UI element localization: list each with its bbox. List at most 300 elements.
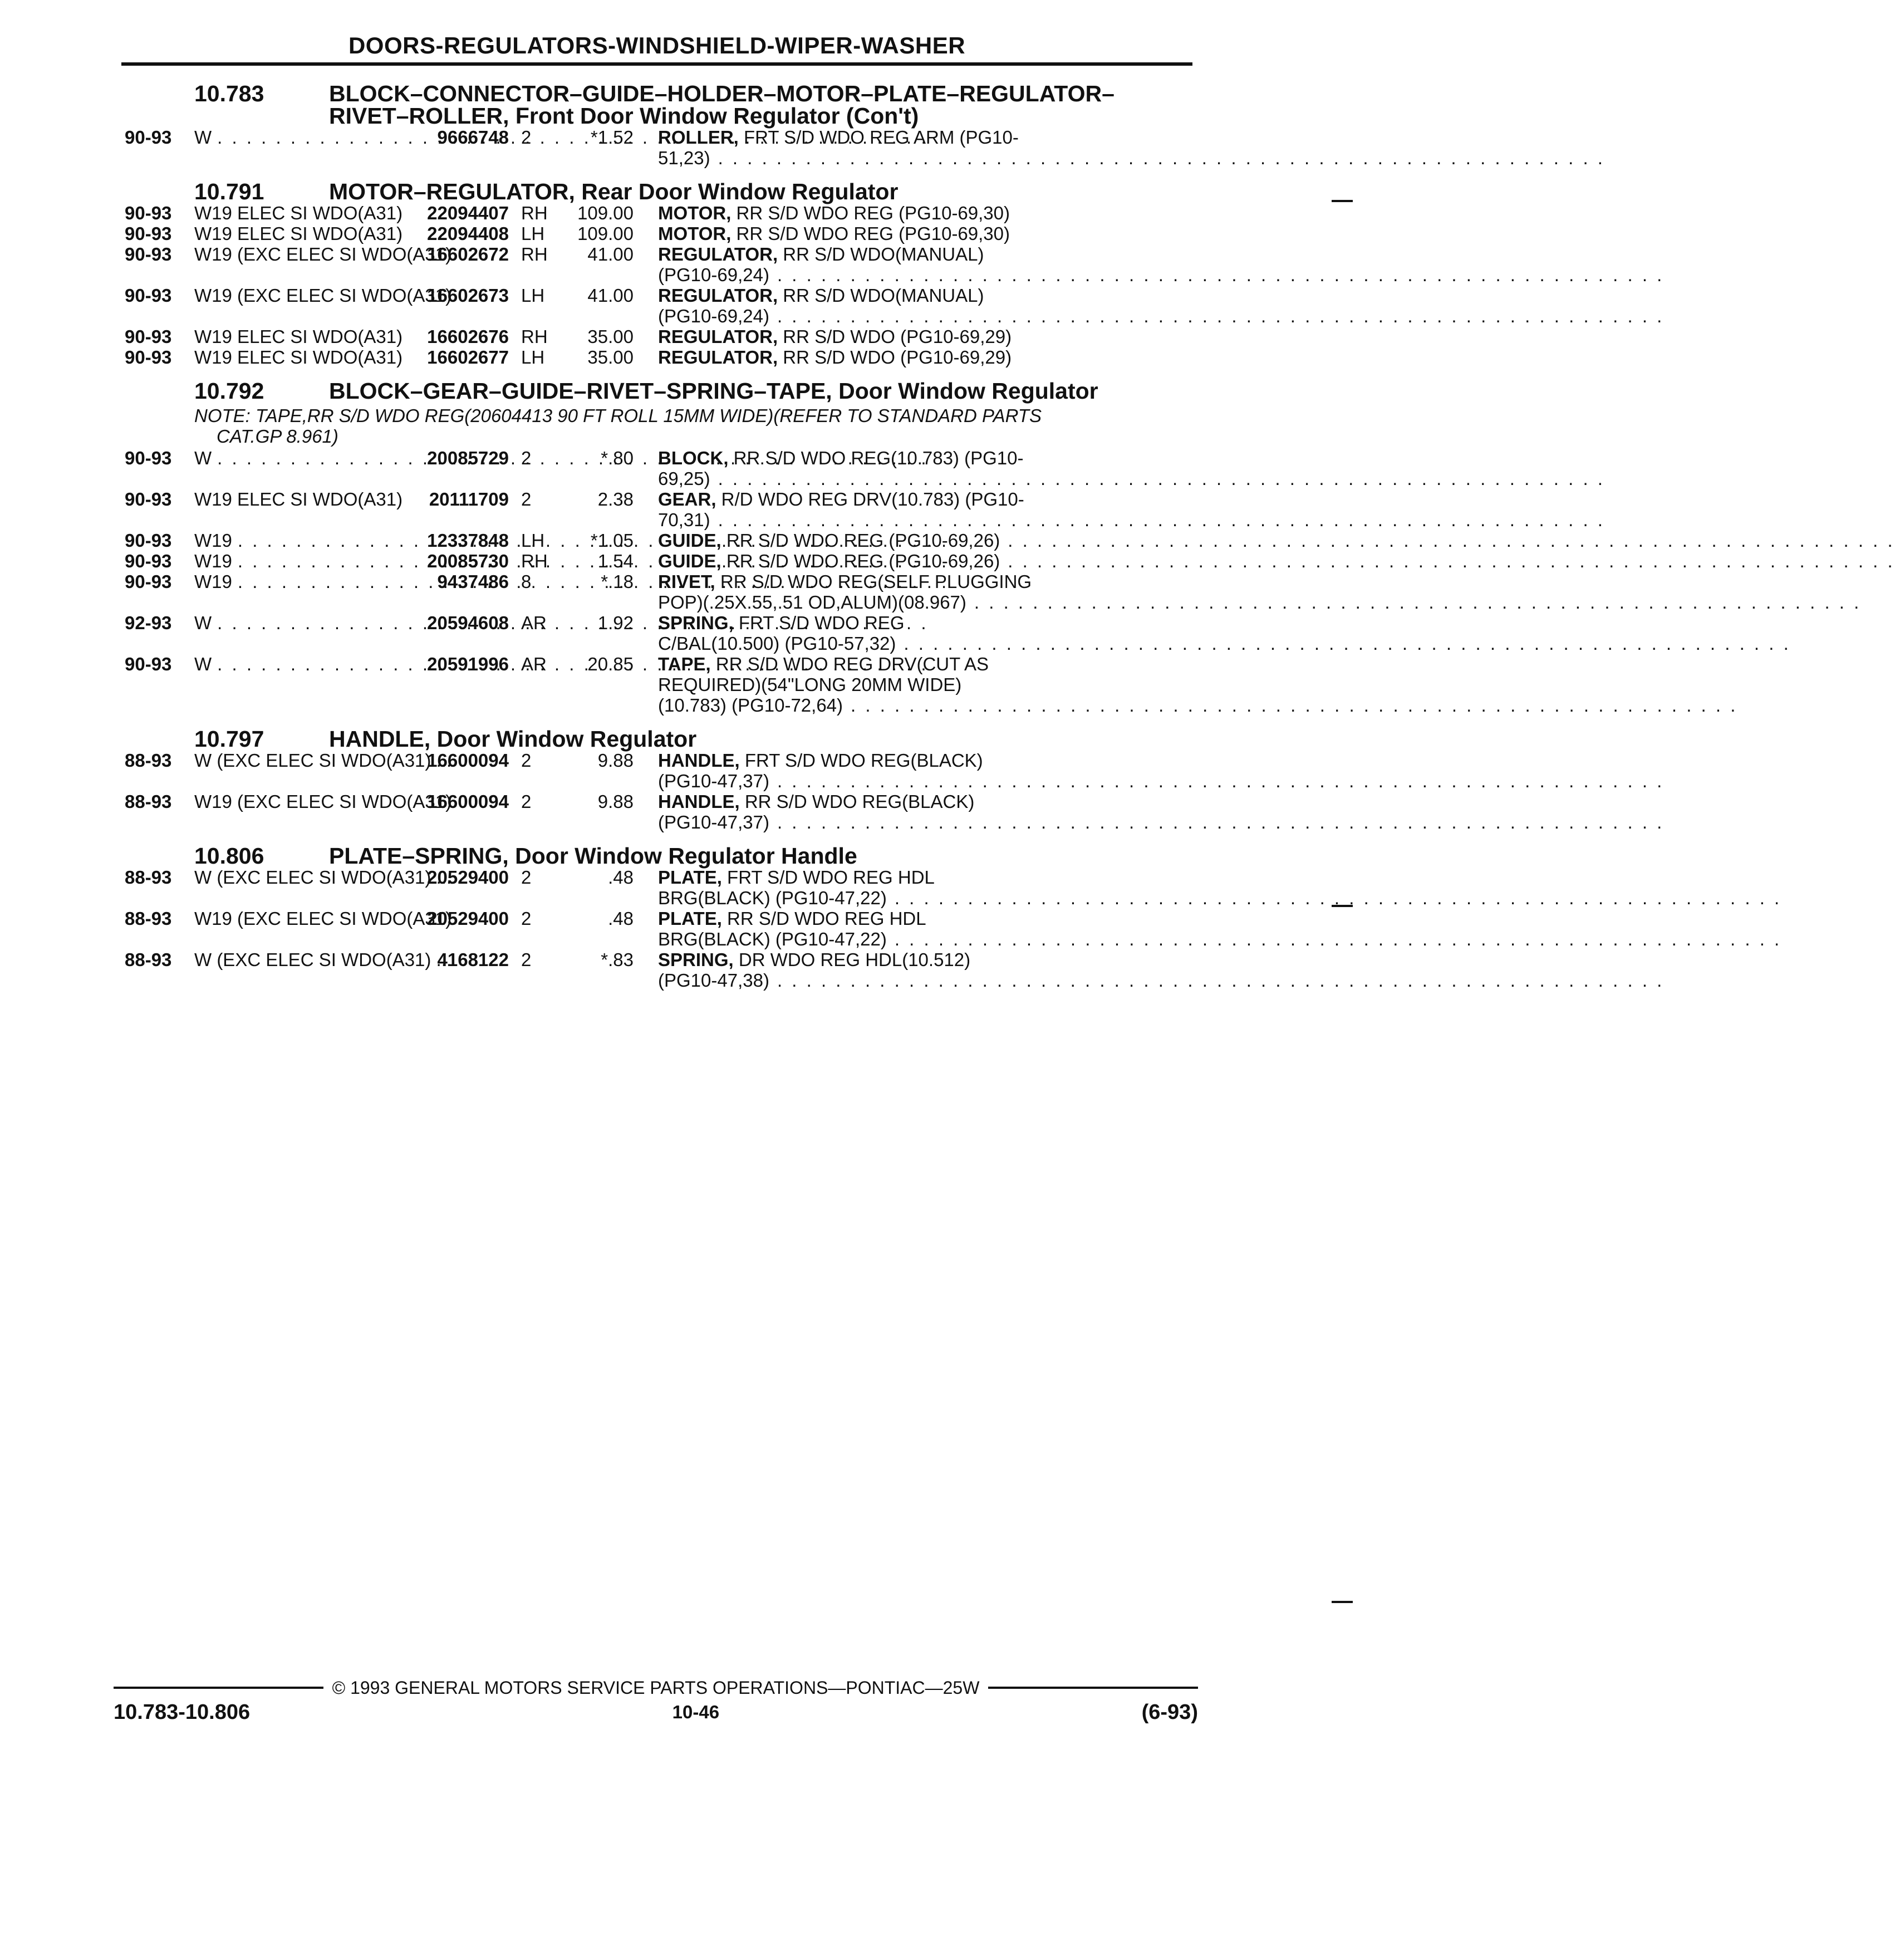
- description-text: [658, 127, 1019, 148]
- part-description: [637, 908, 1781, 949]
- part-row: [125, 244, 1194, 285]
- part-detail: FRT S/D WDO REG(BLACK): [739, 750, 983, 771]
- description-line: [658, 306, 1664, 326]
- footer-page-number: 10-46: [672, 1702, 720, 1722]
- price: 9.88: [597, 791, 634, 812]
- part-detail: FRT S/D WDO REG HDL: [721, 867, 935, 888]
- description-line: [658, 771, 1664, 791]
- description-text: [658, 633, 896, 654]
- parts-catalog: [125, 82, 1194, 991]
- description-line: [658, 908, 1781, 929]
- model-code-text: W: [194, 654, 212, 674]
- quantity: RH: [521, 203, 548, 223]
- model-codes: [194, 551, 397, 571]
- part-detail: (PG10-47,37): [658, 812, 769, 832]
- model-codes: [194, 223, 403, 244]
- description-text: [658, 929, 887, 949]
- model-years: 90-93: [125, 551, 172, 571]
- part-row: [125, 571, 1194, 612]
- model-years: 90-93: [125, 530, 172, 551]
- section-title-line: MOTOR–REGULATOR, Rear Door Window Regulator: [329, 179, 899, 204]
- footer-copyright-line: [114, 1678, 1198, 1698]
- part-description: [637, 612, 1791, 654]
- catalog-section: [125, 380, 1194, 716]
- quantity: RH: [521, 551, 548, 571]
- part-number: 22094408: [427, 223, 509, 244]
- price: *.83: [601, 949, 634, 970]
- part-row: [125, 551, 1194, 571]
- part-number: 16602672: [427, 244, 509, 264]
- model-code-text: W19: [194, 530, 232, 551]
- description-text: [658, 771, 769, 791]
- part-description: [637, 791, 1664, 832]
- description-line: [658, 970, 1664, 991]
- part-row: [125, 612, 1194, 654]
- description-text: [658, 148, 710, 168]
- catalog-section: [125, 728, 1194, 832]
- description-line: [658, 285, 1664, 306]
- description-line: [658, 888, 1781, 908]
- description-text: [658, 908, 926, 929]
- description-line: [658, 264, 1664, 285]
- catalog-section: [125, 82, 1194, 168]
- model-years: 90-93: [125, 448, 172, 468]
- description-line: [658, 551, 1895, 571]
- model-codes: [194, 908, 452, 949]
- part-description: [637, 203, 1194, 223]
- description-text: [658, 695, 843, 716]
- description-line: [658, 530, 1895, 551]
- part-number: 16602673: [427, 285, 509, 306]
- section-heading: [125, 728, 1194, 750]
- description-line: [658, 750, 1664, 771]
- part-number: 22094407: [427, 203, 509, 223]
- section-title: [329, 728, 1194, 750]
- model-codes: [194, 530, 397, 551]
- part-name: GEAR,: [658, 489, 716, 509]
- model-code-text: W: [194, 612, 212, 633]
- quantity: 2: [521, 867, 532, 888]
- part-detail: C/BAL(10.500) (PG10-57,32): [658, 633, 896, 654]
- part-row: [125, 489, 1194, 530]
- part-row: [125, 285, 1194, 326]
- margin-mark: [1332, 905, 1353, 907]
- price: 41.00: [587, 285, 634, 306]
- quantity: RH: [521, 244, 548, 264]
- description-text: [658, 468, 710, 489]
- margin-mark: [1332, 200, 1353, 202]
- description-text: [658, 888, 887, 908]
- part-name: SPRING,: [658, 612, 734, 633]
- part-description: [637, 551, 1895, 571]
- part-number: 20529400: [427, 908, 509, 929]
- part-detail: POP)(.25X.55,.51 OD,ALUM)(08.967): [658, 592, 966, 612]
- part-name: TAPE,: [658, 654, 711, 674]
- model-years: 90-93: [125, 326, 172, 347]
- description-text: [658, 612, 905, 633]
- quantity: AR: [521, 612, 547, 633]
- part-row: [125, 791, 1194, 832]
- page-header: [121, 32, 1192, 66]
- part-number: 20085730: [427, 551, 509, 571]
- section-note-line: CAT.GP 8.961): [217, 426, 338, 447]
- part-detail: BRG(BLACK) (PG10-47,22): [658, 888, 887, 908]
- model-codes: [194, 949, 452, 991]
- description-line: [658, 571, 1861, 592]
- description-line: [658, 223, 1194, 244]
- description-line: [658, 347, 1194, 367]
- description-text: [658, 530, 1000, 551]
- description-line: [658, 674, 1737, 695]
- model-code-text: W19: [194, 571, 232, 592]
- model-codes: [194, 448, 397, 489]
- part-name: PLATE,: [658, 867, 722, 888]
- price: 2.38: [597, 489, 634, 509]
- section-number: 10.797: [194, 726, 264, 752]
- model-codes: [194, 791, 452, 832]
- part-row: [125, 908, 1194, 949]
- model-code-text: W (EXC ELEC SI WDO(A31) ...: [194, 949, 452, 970]
- part-detail: R/D WDO REG DRV(10.783) (PG10-: [716, 489, 1024, 509]
- part-number: 9437486: [437, 571, 509, 592]
- model-code-text: W19 ELEC SI WDO(A31): [194, 223, 403, 244]
- quantity: LH: [521, 223, 545, 244]
- quantity: LH: [521, 530, 545, 551]
- part-detail: RR S/D WDO REG (PG10-69,26): [721, 530, 1000, 551]
- part-name: SPRING,: [658, 949, 734, 970]
- part-name: MOTOR,: [658, 203, 732, 223]
- quantity: 2: [521, 489, 532, 509]
- description-text: [658, 223, 1010, 244]
- leader-dots: [974, 592, 1861, 612]
- part-row: [125, 326, 1194, 347]
- catalog-section: [125, 180, 1194, 367]
- part-number: 20111709: [429, 489, 509, 509]
- leader-dots: [1008, 551, 1894, 571]
- part-number: 16602677: [427, 347, 509, 367]
- section-number: 10.792: [194, 378, 264, 404]
- section-title: [329, 180, 1194, 203]
- model-years: 88-93: [125, 750, 172, 771]
- description-text: [658, 306, 769, 326]
- model-code-text: W19 ELEC SI WDO(A31): [194, 347, 403, 367]
- leader-dots: [1008, 530, 1894, 551]
- model-years: 92-93: [125, 612, 172, 633]
- model-code-text: W (EXC ELEC SI WDO(A31) ...: [194, 867, 452, 888]
- part-description: [637, 326, 1194, 347]
- section-title-line: HANDLE, Door Window Regulator: [329, 726, 697, 752]
- model-years: 90-93: [125, 654, 172, 674]
- margin-mark: [1332, 1601, 1353, 1603]
- part-detail: RR S/D WDO REG(BLACK): [739, 791, 975, 812]
- part-description: [637, 223, 1194, 244]
- part-detail: FRT S/D WDO REG: [733, 612, 905, 633]
- part-description: [637, 530, 1895, 551]
- part-number: 16602676: [427, 326, 509, 347]
- description-line: [658, 468, 1605, 489]
- section-heading: [125, 82, 1194, 127]
- part-number: 16600094: [427, 750, 509, 771]
- part-number: 20085729: [427, 448, 509, 468]
- price: *.18: [601, 571, 634, 592]
- price: 1.54: [597, 551, 634, 571]
- quantity: 8: [521, 571, 532, 592]
- part-number: 20529400: [427, 867, 509, 888]
- model-codes: [194, 203, 403, 223]
- part-detail: DR WDO REG HDL(10.512): [733, 949, 971, 970]
- description-text: [658, 949, 970, 970]
- part-detail: RR S/D WDO (PG10-69,29): [778, 347, 1012, 367]
- model-code-text: W19 ELEC SI WDO(A31): [194, 489, 403, 509]
- quantity: LH: [521, 347, 545, 367]
- model-codes: [194, 489, 403, 530]
- part-detail: RR S/D WDO REG (PG10-69,30): [731, 203, 1010, 223]
- part-detail: (PG10-47,37): [658, 771, 769, 791]
- description-text: [658, 812, 769, 832]
- section-title-line: RIVET–ROLLER, Front Door Window Regulator (Con't): [329, 103, 919, 129]
- description-line: [658, 867, 1781, 888]
- section-number: 10.806: [194, 843, 264, 869]
- part-detail: RR S/D WDO(MANUAL): [778, 285, 984, 306]
- part-row: [125, 127, 1194, 168]
- footer-info: [114, 1700, 1198, 1724]
- section-heading: [125, 180, 1194, 203]
- description-line: [658, 127, 1605, 148]
- part-name: BLOCK,: [658, 448, 729, 468]
- description-line: [658, 654, 1737, 674]
- part-row: [125, 347, 1194, 367]
- part-detail: RR S/D WDO REG(10.783) (PG10-: [728, 448, 1024, 468]
- price: *1.05: [590, 530, 634, 551]
- description-line: [658, 148, 1605, 168]
- description-line: [658, 612, 1791, 633]
- description-text: [658, 571, 1032, 592]
- model-codes: [194, 654, 397, 716]
- description-text: [658, 509, 710, 530]
- section-title: [329, 82, 1194, 127]
- part-detail: RR S/D WDO REG DRV(CUT AS: [710, 654, 989, 674]
- model-code-text: W19 ELEC SI WDO(A31): [194, 203, 403, 223]
- part-name: REGULATOR,: [658, 244, 778, 264]
- part-detail: RR S/D WDO (PG10-69,29): [778, 326, 1012, 347]
- footer-rule: [988, 1687, 1198, 1689]
- model-years: 90-93: [125, 203, 172, 223]
- model-years: 88-93: [125, 867, 172, 888]
- part-row: [125, 530, 1194, 551]
- section-number: 10.783: [194, 81, 264, 106]
- part-name: REGULATOR,: [658, 326, 778, 347]
- description-line: [658, 949, 1664, 970]
- part-number: 4168122: [437, 949, 509, 970]
- part-row: [125, 223, 1194, 244]
- price: 9.88: [597, 750, 634, 771]
- part-name: ROLLER,: [658, 127, 739, 148]
- part-number: 12337848: [427, 530, 509, 551]
- description-text: [658, 592, 966, 612]
- model-years: 88-93: [125, 949, 172, 970]
- part-detail: RR S/D WDO REG (PG10-69,30): [731, 223, 1010, 244]
- description-text: [658, 551, 1000, 571]
- model-codes: [194, 612, 397, 654]
- leader-dots: [777, 306, 1664, 326]
- page-title: DOORS-REGULATORS-WINDSHIELD-WIPER-WASHER: [348, 32, 966, 58]
- part-row: [125, 750, 1194, 791]
- section-title: [329, 380, 1194, 402]
- model-code-text: W19 (EXC ELEC SI WDO(A31): [194, 908, 452, 929]
- description-text: [658, 448, 1023, 468]
- section-heading: [125, 845, 1194, 867]
- model-codes: [194, 285, 452, 326]
- quantity: 2: [521, 127, 532, 148]
- footer-copyright: © 1993 GENERAL MOTORS SERVICE PARTS OPERATIONS—PONTIAC—25W: [332, 1678, 980, 1698]
- description-line: [658, 791, 1664, 812]
- description-text: [658, 750, 983, 771]
- part-row: [125, 949, 1194, 991]
- page-footer: [114, 1678, 1198, 1724]
- quantity: LH: [521, 285, 545, 306]
- model-code-text: W19 (EXC ELEC SI WDO(A31): [194, 244, 452, 264]
- part-name: REGULATOR,: [658, 285, 778, 306]
- model-codes: [194, 127, 397, 168]
- part-number: 9666748: [437, 127, 509, 148]
- footer-date: (6-93): [1141, 1701, 1198, 1724]
- description-line: [658, 633, 1791, 654]
- model-years: 90-93: [125, 285, 172, 306]
- quantity: 2: [521, 791, 532, 812]
- part-name: RIVET,: [658, 571, 715, 592]
- description-line: [658, 203, 1194, 223]
- model-codes: [194, 867, 452, 908]
- part-detail: (PG10-69,24): [658, 306, 769, 326]
- part-detail: (PG10-69,24): [658, 264, 769, 285]
- price: *1.52: [590, 127, 634, 148]
- price: 41.00: [587, 244, 634, 264]
- part-description: [637, 489, 1605, 530]
- part-row: [125, 867, 1194, 908]
- price: .48: [608, 867, 634, 888]
- model-years: 88-93: [125, 791, 172, 812]
- description-line: [658, 592, 1861, 612]
- description-line: [658, 489, 1605, 509]
- model-years: 90-93: [125, 244, 172, 264]
- model-codes: [194, 347, 403, 367]
- price: .48: [608, 908, 634, 929]
- model-years: 90-93: [125, 127, 172, 148]
- part-description: [637, 448, 1605, 489]
- description-text: [658, 489, 1024, 509]
- price: *.80: [601, 448, 634, 468]
- price: 20.85: [587, 654, 634, 674]
- model-code-text: W19 (EXC ELEC SI WDO(A31): [194, 791, 452, 812]
- description-text: [658, 674, 961, 695]
- part-description: [637, 949, 1664, 991]
- part-detail: REQUIRED)(54"LONG 20MM WIDE): [658, 674, 962, 695]
- description-line: [658, 448, 1605, 468]
- part-name: MOTOR,: [658, 223, 732, 244]
- part-description: [637, 127, 1605, 168]
- model-code-text: W (EXC ELEC SI WDO(A31) ...: [194, 750, 452, 771]
- model-years: 90-93: [125, 223, 172, 244]
- model-years: 90-93: [125, 347, 172, 367]
- model-years: 90-93: [125, 489, 172, 509]
- footer-rule: [114, 1687, 323, 1689]
- description-line: [658, 929, 1781, 949]
- section-title: [329, 845, 1194, 867]
- part-detail: RR S/D WDO REG(SELF PLUGGING: [715, 571, 1032, 592]
- leader-dots: [777, 812, 1664, 832]
- part-detail: 51,23): [658, 148, 710, 168]
- part-name: HANDLE,: [658, 750, 740, 771]
- model-code-text: W19 ELEC SI WDO(A31): [194, 326, 403, 347]
- description-text: [658, 264, 769, 285]
- model-years: 90-93: [125, 571, 172, 592]
- quantity: 2: [521, 448, 532, 468]
- leader-dots: [718, 468, 1605, 489]
- description-text: [658, 326, 1012, 347]
- part-name: HANDLE,: [658, 791, 740, 812]
- part-detail: BRG(BLACK) (PG10-47,22): [658, 929, 887, 949]
- model-codes: [194, 571, 397, 612]
- part-name: GUIDE,: [658, 530, 721, 551]
- description-text: [658, 347, 1012, 367]
- part-detail: (10.783) (PG10-72,64): [658, 695, 843, 716]
- model-code-text: W: [194, 127, 212, 148]
- model-codes: [194, 244, 452, 285]
- description-text: [658, 285, 984, 306]
- part-detail: 70,31): [658, 509, 710, 530]
- part-description: [637, 244, 1664, 285]
- leader-dots: [777, 970, 1664, 991]
- part-detail: 69,25): [658, 468, 710, 489]
- part-description: [637, 750, 1664, 791]
- description-line: [658, 812, 1664, 832]
- leader-dots: [904, 633, 1790, 654]
- description-line: [658, 509, 1605, 530]
- part-number: 20591996: [427, 654, 509, 674]
- quantity: RH: [521, 326, 548, 347]
- price: 109.00: [577, 223, 634, 244]
- section-title-line: BLOCK–CONNECTOR–GUIDE–HOLDER–MOTOR–PLATE–REGULATOR–: [329, 81, 1115, 106]
- part-row: [125, 203, 1194, 223]
- description-line: [658, 244, 1664, 264]
- price: 35.00: [587, 347, 634, 367]
- quantity: 2: [521, 908, 532, 929]
- description-text: [658, 867, 935, 888]
- part-description: [637, 867, 1781, 908]
- part-description: [637, 571, 1861, 612]
- description-text: [658, 203, 1010, 223]
- catalog-section: [125, 845, 1194, 991]
- quantity: 2: [521, 750, 532, 771]
- model-codes: [194, 326, 403, 347]
- description-line: [658, 326, 1194, 347]
- part-number: 20594608: [427, 612, 509, 633]
- part-description: [637, 654, 1737, 716]
- leader-dots: [777, 264, 1664, 285]
- part-detail: FRT S/D WDO REG ARM (PG10-: [738, 127, 1019, 148]
- footer-range: 10.783-10.806: [114, 1701, 251, 1724]
- part-number: 16600094: [427, 791, 509, 812]
- part-row: [125, 654, 1194, 716]
- part-description: [637, 285, 1664, 326]
- model-code-text: W: [194, 448, 212, 468]
- header-rule: [121, 62, 1192, 66]
- price: 1.92: [597, 612, 634, 633]
- description-text: [658, 791, 974, 812]
- quantity: AR: [521, 654, 547, 674]
- quantity: 2: [521, 949, 532, 970]
- part-detail: RR S/D WDO(MANUAL): [778, 244, 984, 264]
